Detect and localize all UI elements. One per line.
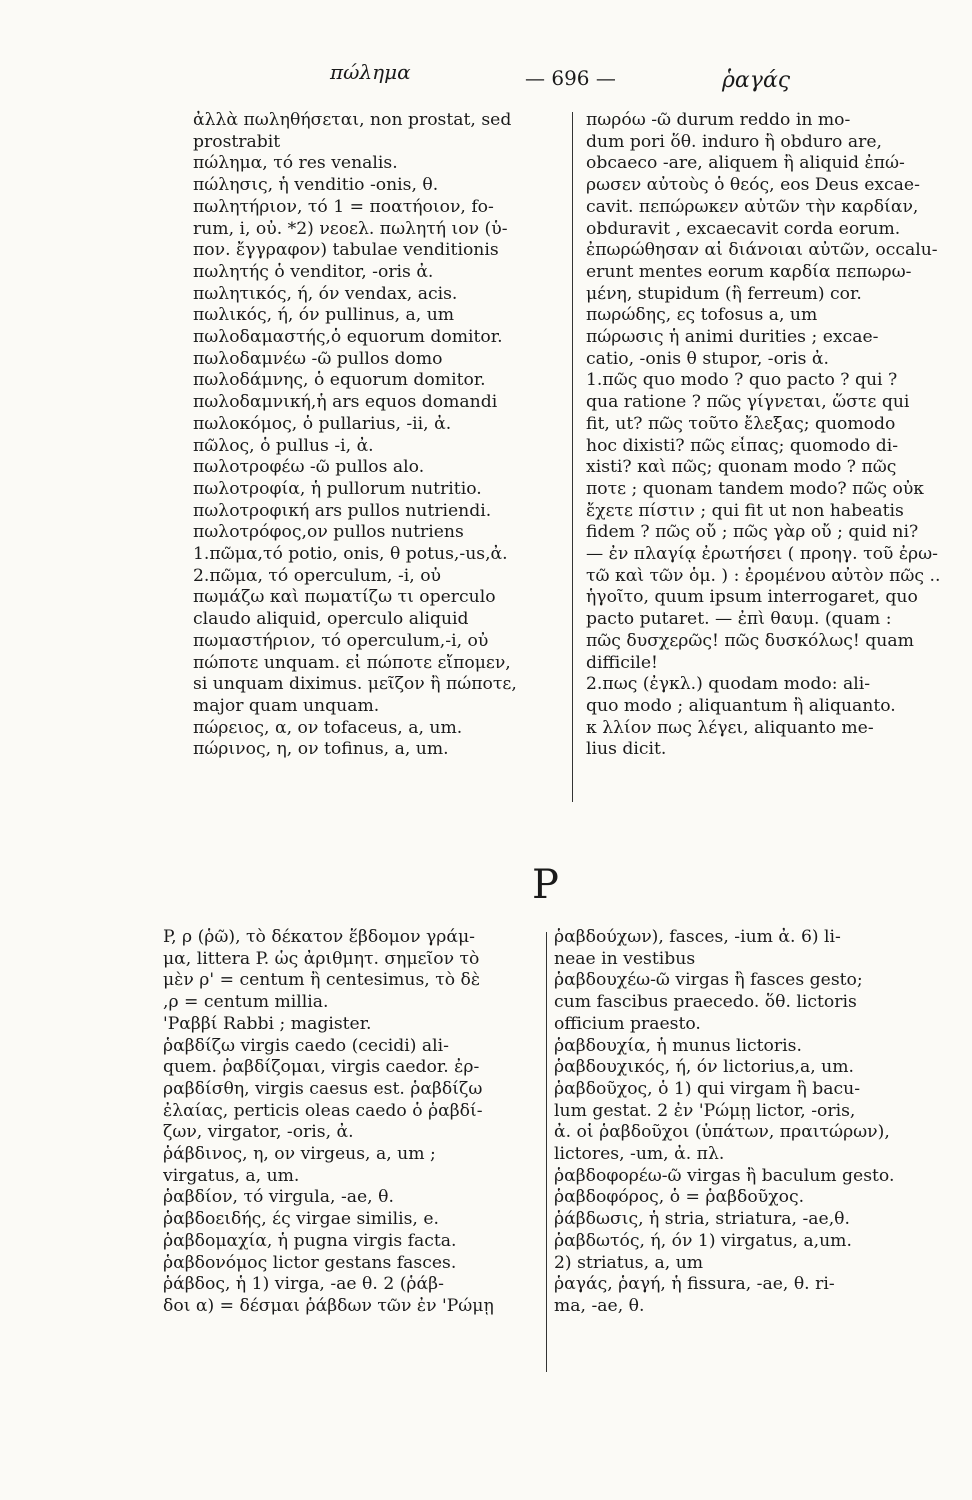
entry-line: pacto putaret. — ἐπὶ θαυμ. (quam :: [586, 609, 892, 630]
column-bottom-left: [163, 927, 541, 1318]
entry-line: ποτε ; quonam tandem modo? πῶς οὐκ: [586, 478, 925, 499]
entry-line: ζων, virgator, -oris, ἀ.: [163, 1122, 354, 1143]
entry-line: ma, -ae, θ.: [554, 1295, 645, 1316]
entry-line: τῶ καὶ τῶν ὁμ. ) : ἐρομένου αὐτὸν πῶς ..: [586, 565, 941, 586]
column-top-right: [586, 110, 956, 761]
entry-line: ἀλλὰ πωληθήσεται, non prostat, sed: [193, 110, 512, 130]
header-last-word: ῥαγάς: [722, 68, 791, 93]
entry-line: cavit. πεπώρωκεν αὐτῶν τὴν καρδίαν,: [586, 196, 919, 217]
column-bottom-right: [554, 927, 942, 1318]
entry-line: major quam unquam.: [193, 695, 380, 716]
entry-line: ῥαβδοειδής, ές virgae similis, e.: [163, 1209, 439, 1230]
entry-line: xisti? καὶ πῶς; quonam modo ? πῶς: [586, 457, 897, 478]
entry-line: πωρώδης, ες tofosus a, um: [586, 305, 818, 326]
entry-line: ῥάβδωσις, ἡ stria, striatura, -ae,θ.: [554, 1209, 850, 1230]
entry-line: μένη, stupidum (ἢ ferreum) cor.: [586, 283, 862, 304]
column-divider-bottom: [546, 932, 547, 1372]
entry-line: P, ρ (ῥῶ), τὸ δέκατον ἕβδομον γράμ-: [163, 927, 475, 947]
entry-line: πωλοτροφική ars pullos nutriendi.: [193, 500, 492, 521]
header-first-word: πώλημα: [330, 60, 411, 84]
entry-line: κ λλίον πως λέγει, aliquanto me-: [586, 717, 874, 738]
entry-line: si unquam diximus. μεῖζον ἢ πώποτε,: [193, 674, 517, 695]
entry-line: ῥαγάς, ῥαγή, ἡ fissura, -ae, θ. ri-: [554, 1274, 835, 1295]
entry-line: ἀ. οἱ ῥαβδοῦχοι (ὑπάτων, πραιτώρων),: [554, 1122, 890, 1143]
entry-line: μὲν ρ' = centum ἢ centesimus, τὸ δὲ: [163, 970, 481, 991]
entry-line: πώρωσις ἡ animi durities ; excae-: [586, 327, 879, 348]
entry-line: 2) striatus, a, um: [554, 1252, 704, 1273]
entry-line: lum gestat. 2 ἐν 'Ρώμῃ lictor, -oris,: [554, 1100, 856, 1121]
entry-line: fit, ut? πῶς τοῦτο ἔλεξας; quomodo: [586, 413, 896, 434]
entry-line: 2.πως (ἐγκλ.) quodam modo: ali-: [586, 674, 870, 695]
entry-line: δοι α) = δέσμαι ῥάβδων τῶν ἐν 'Ρώμῃ: [163, 1295, 494, 1316]
entry-line: ῥαβδουχία, ἡ munus lictoris.: [554, 1035, 802, 1056]
entry-line: ἡγοῖτο, quum ipsum interrogaret, quo: [586, 587, 918, 608]
entry-line: πωλοκόμος, ὁ pullarius, -ii, ἀ.: [193, 413, 452, 434]
entry-line: ραβδίσθη, virgis caesus est. ῥαβδίζω: [163, 1078, 483, 1099]
entry-line: ῥαβδοφορέω-ῶ virgas ἢ baculum gesto.: [554, 1165, 895, 1186]
entry-line: ῥαβδίον, τό virgula, -ae, θ.: [163, 1187, 394, 1208]
entry-line: quem. ῥαβδίζομαι, virgis caedor. ἐρ-: [163, 1057, 480, 1078]
entry-line: 1.πῶς quo modo ? quo pacto ? qui ?: [586, 370, 898, 391]
entry-line: πωρόω -ῶ durum reddo in mo-: [586, 110, 851, 130]
entry-line: hoc dixisti? πῶς εἶπας; quomodo di-: [586, 435, 899, 456]
entry-line: πωμαστήριον, τό operculum,-i, οὐ: [193, 630, 489, 651]
entry-line: lictores, -um, ἀ. πλ.: [554, 1144, 725, 1165]
entry-line: πωμάζω καὶ πωματίζω τι operculo: [193, 587, 496, 608]
entry-line: ,ρ = centum millia.: [163, 992, 329, 1013]
entry-line: 1.πῶμα,τό potio, onis, θ potus,-us,ἀ.: [193, 544, 508, 565]
entry-line: πωλητήριον, τό 1 = ποατήοιον, fo-: [193, 196, 494, 217]
entry-line: πώποτε unquam. εἰ πώποτε εἴπομεν,: [193, 652, 511, 673]
entry-line: rum, i, οὐ. *2) νεοελ. πωλητή ιον (ὑ-: [193, 218, 508, 239]
entry-line: difficile!: [586, 652, 658, 673]
entry-line: πώλησις, ἡ venditio -onis, θ.: [193, 175, 439, 196]
entry-line: πώρινος, η, ον tofinus, a, um.: [193, 739, 449, 760]
entry-line: πωλοτρόφος,ον pullos nutriens: [193, 522, 464, 543]
entry-line: 'Ραββί Rabbi ; magister.: [163, 1013, 372, 1034]
entry-line: virgatus, a, um.: [163, 1165, 300, 1186]
entry-line: obduravit , excaecavit corda eorum.: [586, 218, 901, 239]
entry-line: — ἐν πλαγίᾳ ἐρωτήσει ( προηγ. τοῦ ἐρω-: [586, 544, 938, 565]
page-number: — 696 —: [525, 66, 616, 90]
entry-line: ἔχετε πίστιν ; qui fit ut non habeatis: [586, 500, 904, 521]
entry-line: cum fascibus praecedo. ὅθ. lictoris: [554, 992, 857, 1013]
entry-line: fidem ? πῶς οὔ ; πῶς γὰρ οὔ ; quid ni?: [586, 522, 919, 543]
section-letter: P: [532, 862, 559, 908]
entry-line: quo modo ; aliquantum ἢ aliquanto.: [586, 695, 896, 716]
entry-line: 2.πῶμα, τό operculum, -i, οὐ: [193, 565, 441, 586]
entry-line: lius dicit.: [586, 739, 667, 760]
entry-line: catio, -onis θ stupor, -oris ἀ.: [586, 348, 829, 369]
entry-line: πωλητής ὁ venditor, -oris ἀ.: [193, 261, 434, 282]
entry-line: obcaeco -are, aliquem ἢ aliquid ἐπώ-: [586, 153, 905, 174]
column-top-left: [193, 110, 565, 761]
entry-line: πωλοδαμνική,ἡ ars equos domandi: [193, 392, 498, 413]
entry-line: πωλοδαμαστής,ὁ equorum domitor.: [193, 327, 503, 348]
entry-line: πώρειος, α, ον tofaceus, a, um.: [193, 717, 463, 738]
entry-line: prostrabit: [193, 131, 281, 152]
entry-line: ῥαβδοφόρος, ὁ = ῥαβδοῦχος.: [554, 1187, 805, 1208]
entry-line: ῥαβδοῦχος, ὁ 1) qui virgam ἢ bacu-: [554, 1078, 861, 1099]
entry-line: πωλοτροφία, ἡ pullorum nutritio.: [193, 478, 482, 499]
entry-line: neae in vestibus: [554, 948, 696, 969]
entry-line: πωλοδαμνέω -ῶ pullos domo: [193, 348, 443, 369]
entry-line: dum pori ὅθ. induro ἢ obduro are,: [586, 131, 882, 152]
entry-line: ἐπωρώθησαν αἱ διάνοιαι αὐτῶν, occalu-: [586, 240, 938, 261]
entry-line: claudo aliquid, operculo aliquid: [193, 609, 469, 630]
entry-line: ῥάβδινος, η, ον virgeus, a, um ;: [163, 1144, 436, 1165]
entry-line: ῥαβδούχων), fasces, -ium ἀ. 6) li-: [554, 927, 841, 947]
entry-line: ῥαβδονόμος lictor gestans fasces.: [163, 1252, 457, 1273]
entry-line: ἐλαίας, perticis oleas caedo ὁ ῥαβδί-: [163, 1100, 483, 1121]
entry-line: ῥαβδουχικός, ή, όν lictorius,a, um.: [554, 1057, 855, 1078]
entry-line: ρωσεν αὐτοὺς ὁ θεός, eos Deus excae-: [586, 175, 920, 196]
entry-line: πωλοδάμνης, ὁ equorum domitor.: [193, 370, 486, 391]
entry-line: ῥαβδωτός, ή, όν 1) virgatus, a,um.: [554, 1230, 852, 1251]
entry-line: πῶς δυσχερῶς! πῶς δυσκόλως! quam: [586, 630, 914, 651]
entry-line: officium praesto.: [554, 1013, 701, 1034]
entry-line: πωλικός, ή, όν pullinus, a, um: [193, 305, 455, 326]
entry-line: πῶλος, ὁ pullus -i, ἀ.: [193, 435, 374, 456]
entry-line: ῥάβδος, ἡ 1) virga, -ae θ. 2 (ῥάβ-: [163, 1274, 444, 1295]
entry-line: ῥαβδουχέω-ῶ virgas ἢ fasces gesto;: [554, 970, 863, 991]
running-header: [0, 60, 972, 100]
entry-line: πον. ἔγγραφον) tabulae venditionis: [193, 240, 499, 261]
entry-line: πώλημα, τό res venalis.: [193, 153, 398, 174]
entry-line: erunt mentes eorum καρδία πεπωρω-: [586, 261, 912, 282]
entry-line: ῥαβδομαχία, ἡ pugna virgis facta.: [163, 1230, 457, 1251]
column-divider-top: [572, 112, 573, 802]
entry-line: ῥαβδίζω virgis caedo (cecidi) ali-: [163, 1035, 449, 1056]
entry-line: πωλητικός, ή, όν vendax, acis.: [193, 283, 458, 304]
entry-line: qua ratione ? πῶς γίγνεται, ὥστε qui: [586, 392, 910, 413]
entry-line: μα, littera P. ὡς ἀριθμητ. σημεῖον τὸ: [163, 948, 480, 969]
entry-line: πωλοτροφέω -ῶ pullos alo.: [193, 457, 425, 478]
